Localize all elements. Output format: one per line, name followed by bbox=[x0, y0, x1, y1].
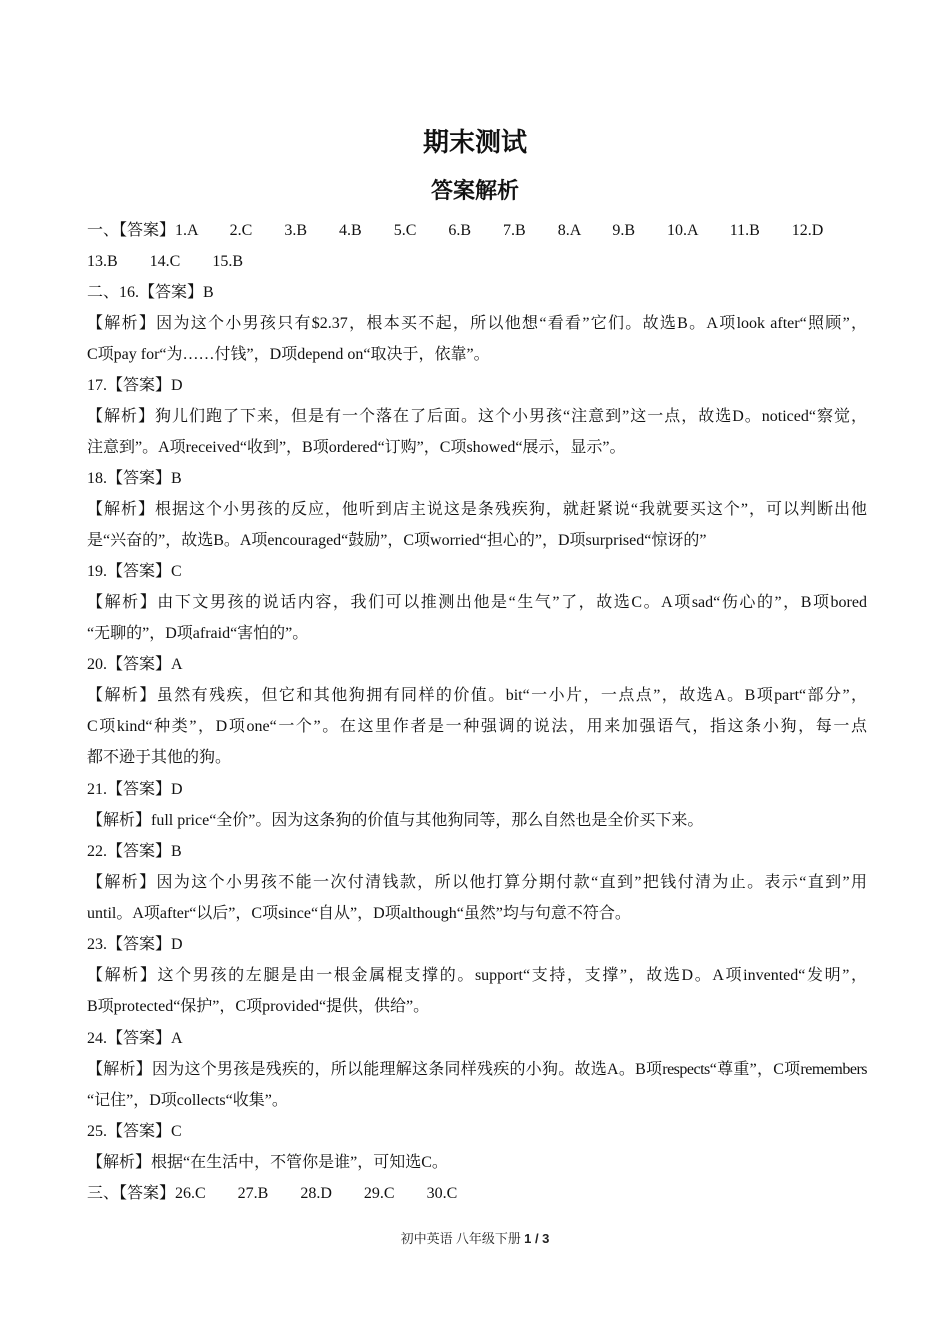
answer-25: 25.【答案】C bbox=[87, 1123, 182, 1140]
analysis-17-line-2: 注意到”。A项received“收到”，B项ordered“订购”，C项showed“展示，显示”。 bbox=[87, 439, 626, 456]
section-3-answers: 三、【答案】26.C 27.B 28.D 29.C 30.C bbox=[87, 1185, 458, 1202]
section-2-heading: 二、16.【答案】B bbox=[87, 284, 214, 301]
analysis-24-line-2: “记住”，D项collects“收集”。 bbox=[87, 1092, 288, 1109]
answer-19: 19.【答案】C bbox=[87, 563, 182, 580]
analysis-19-line-1: 【解析】由下文男孩的说话内容，我们可以推测出他是“生气”了，故选C。A项sad“伤心的”，B项bored bbox=[87, 594, 867, 611]
analysis-19-line-2: “无聊的”，D项afraid“害怕的”。 bbox=[87, 625, 309, 642]
analysis-21-line-1: 【解析】full price“全价”。因为这条狗的价值与其他狗同等，那么自然也是全价买下来。 bbox=[87, 812, 704, 829]
analysis-20-line-2: C项kind“种类”，D项one“一个”。在这里作者是一种强调的说法，用来加强语气，指这条小狗，每一点 bbox=[87, 718, 867, 735]
page-title: 期末测试 bbox=[422, 128, 527, 158]
analysis-22-line-1: 【解析】因为这个小男孩不能一次付清钱款，所以他打算分期付款“直到”把钱付清为止。表示“直到”用 bbox=[87, 874, 867, 891]
analysis-20-line-3: 都不逊于其他的狗。 bbox=[87, 749, 232, 766]
answer-line-2: 13.B 14.C 15.B bbox=[87, 253, 244, 270]
answer-line-1: 一、【答案】1.A 2.C 3.B 4.B 5.C 6.B 7.B 8.A 9.B 10.A 11.B 12.D bbox=[87, 222, 824, 239]
answer-20: 20.【答案】A bbox=[87, 656, 183, 673]
analysis-23-line-1: 【解析】这个男孩的左腿是由一根金属棍支撑的。support“支持，支撑”，故选D。A项invented“发明”， bbox=[87, 967, 867, 984]
page-number: 1 / 3 bbox=[524, 1231, 550, 1246]
page-subtitle: 答案解析 bbox=[430, 179, 519, 204]
page-footer bbox=[0, 1228, 950, 1247]
answer-24: 24.【答案】A bbox=[87, 1030, 183, 1047]
answer-23: 23.【答案】D bbox=[87, 936, 183, 953]
footer-text: 初中英语 八年级下册 bbox=[400, 1231, 525, 1246]
answer-22: 22.【答案】B bbox=[87, 843, 182, 860]
analysis-18-line-2: 是“兴奋的”，故选B。A项encouraged“鼓励”，C项worried“担心的”，D项surprised“惊讶的” bbox=[87, 532, 707, 549]
answer-18: 18.【答案】B bbox=[87, 470, 182, 487]
analysis-24-line-1: 【解析】因为这个男孩是残疾的，所以能理解这条同样残疾的小狗。故选A。B项respects“尊重”，C项remembers bbox=[87, 1061, 867, 1078]
answer-17: 17.【答案】D bbox=[87, 377, 183, 394]
analysis-20-line-1: 【解析】虽然有残疾，但它和其他狗拥有同样的价值。bit“一小片，一点点”，故选A。B项part“部分”， bbox=[87, 687, 867, 704]
analysis-25-line-1: 【解析】根据“在生活中，不管你是谁”，可知选C。 bbox=[87, 1154, 448, 1171]
analysis-17-line-1: 【解析】狗儿们跑了下来，但是有一个落在了后面。这个小男孩“注意到”这一点，故选D。noticed“察觉， bbox=[87, 408, 867, 425]
answer-21: 21.【答案】D bbox=[87, 781, 183, 798]
analysis-16-line-1: 【解析】因为这个小男孩只有$2.37，根本买不起，所以他想“看看”它们。故选B。A项look after“照顾”， bbox=[87, 315, 867, 332]
analysis-23-line-2: B项protected“保护”，C项provided“提供，供给”。 bbox=[87, 998, 430, 1015]
analysis-18-line-1: 【解析】根据这个小男孩的反应，他听到店主说这是条残疾狗，就赶紧说“我就要买这个”，可以判断出他 bbox=[87, 501, 867, 518]
analysis-16-line-2: C项pay for“为……付钱”，D项depend on“取决于，依靠”。 bbox=[87, 346, 490, 363]
analysis-22-line-2: until。A项after“以后”，C项since“自从”，D项although“虽然”均与句意不符合。 bbox=[87, 905, 631, 922]
